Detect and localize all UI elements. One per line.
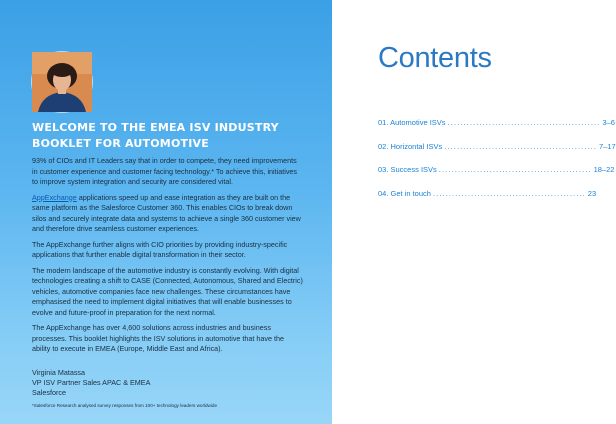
welcome-heading-line2: BOOKLET FOR AUTOMOTIVE (32, 137, 209, 150)
avatar (31, 51, 93, 113)
toc-item-pages: 23 (587, 188, 597, 198)
toc-item-label: 02. Horizontal ISVs (378, 141, 443, 151)
signature-company: Salesforce (32, 388, 66, 397)
portrait-image (32, 52, 92, 112)
toc-item-automotive-isvs[interactable] (378, 118, 615, 142)
toc-leader-dots: ................................................ (432, 188, 586, 198)
paragraph-automotive-landscape: The modern landscape of the automotive industry is constantly evolving. With digital technologies creating a shift to CASE (Connected, Autonomous, Shared and Electric) vehicles, automotive companies face new challenges. These circumstances have emphasised the need to implement digital initiatives that will enable businesses to evolve and future-proof in preparation for the next normal. (32, 265, 303, 317)
toc-item-label: 04. Get in touch (378, 188, 431, 198)
paragraph-appexchange-text: applications speed up and ease integration as they are built on the same platform as the Salesforce Customer 360. This enables CIOs to break down silos and securely integrate data and systems to achieve a single 360 customer view and therefore drive seamless customer experiences. (32, 192, 301, 233)
toc-item-pages: 3–6 (602, 118, 615, 127)
intro-body (32, 156, 304, 360)
toc-item-pages: 7–17 (599, 141, 616, 151)
contents-title: Contents (378, 42, 492, 74)
toc-item-horizontal-isvs[interactable] (378, 141, 616, 166)
toc-leader-dots: ................................................ (444, 141, 598, 151)
toc-leader-dots: ................................................ (447, 118, 601, 127)
table-of-contents (378, 118, 616, 212)
toc-item-success-isvs[interactable] (378, 165, 615, 189)
welcome-heading-line1: WELCOME TO THE EMEA ISV INDUSTRY (32, 121, 279, 134)
appexchange-link[interactable]: AppExchange (32, 192, 77, 202)
toc-item-pages: 18–22 (593, 165, 615, 174)
toc-item-get-in-touch[interactable] (378, 188, 597, 213)
signature-title: VP ISV Partner Sales APAC & EMEA (32, 378, 151, 387)
welcome-heading (32, 120, 312, 152)
paragraph-appexchange (32, 193, 304, 235)
footnote: *Salesforce Research analysed survey responses from 100+ technology leaders worldwide (32, 403, 217, 408)
paragraph-cio-stat: 93% of CIOs and IT Leaders say that in order to compete, they need improvements in customer experience and customer facing technology.* To achieve this, initiatives to improve system integration and security are considered vital. (32, 156, 298, 186)
paragraph-cio-priorities: The AppExchange further aligns with CIO priorities by providing industry-specific applications that further enable digital transformation in their sector. (32, 239, 288, 259)
signature (32, 368, 150, 398)
signature-name: Virginia Matassa (32, 368, 86, 377)
paragraph-solutions: The AppExchange has over 4,600 solutions across industries and business processes. This booklet highlights the ISV solutions in automotive that have the ability to execute in EMEA (Europe, Middle East and Africa). (32, 323, 284, 353)
toc-leader-dots: ................................................ (438, 165, 592, 174)
toc-item-label: 03. Success ISVs (378, 165, 437, 174)
toc-item-label: 01. Automotive ISVs (378, 118, 446, 127)
